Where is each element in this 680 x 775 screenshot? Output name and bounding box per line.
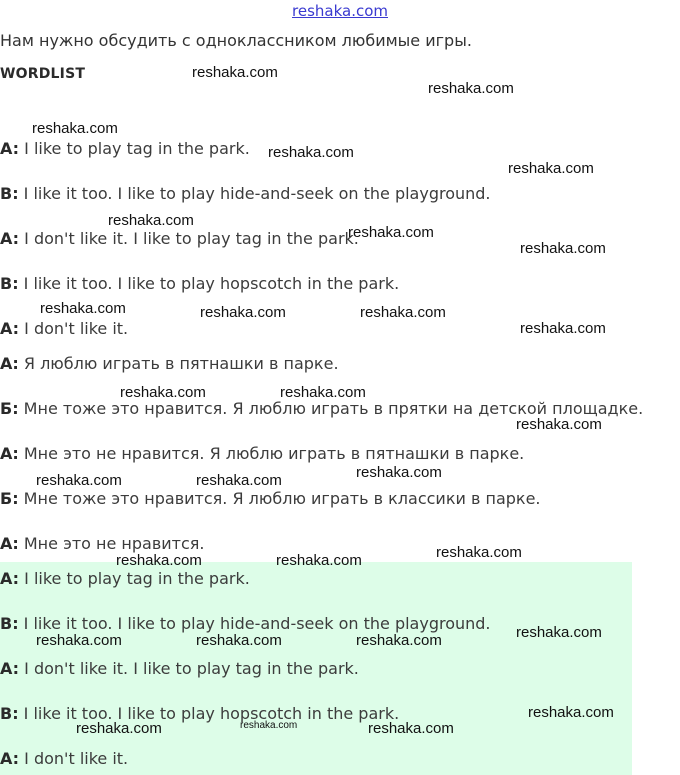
speaker-label: Б: — [0, 489, 19, 508]
dialog-line-ru — [0, 534, 205, 553]
watermark: reshaka.com — [192, 64, 278, 81]
watermark: reshaka.com — [436, 544, 522, 561]
watermark: reshaka.com — [356, 464, 442, 481]
speaker-label: А: — [0, 444, 19, 463]
speaker-label: B: — [0, 614, 19, 633]
watermark: reshaka.com — [508, 160, 594, 177]
line-text: I don't like it. I like to play tag in the park. — [19, 659, 359, 678]
watermark: reshaka.com — [428, 80, 514, 97]
speaker-label: A: — [0, 139, 20, 158]
watermark: reshaka.com — [368, 720, 454, 737]
line-text: I like it too. I like to play hide-and-seek on the playground. — [18, 614, 491, 633]
speaker-label: B: — [0, 704, 19, 723]
speaker-label: A: — [0, 229, 20, 248]
dialog-line — [0, 319, 128, 338]
line-text: I like to play tag in the park. — [19, 139, 250, 158]
line-text: Мне тоже это нравится. Я люблю играть в прятки на детской площадке. — [18, 399, 644, 418]
watermark: reshaka.com — [360, 304, 446, 321]
watermark: reshaka.com — [196, 632, 282, 649]
line-text: I like it too. I like to play hide-and-seek on the playground. — [18, 184, 491, 203]
line-text: Я люблю играть в пятнашки в парке. — [18, 354, 339, 373]
watermark: reshaka.com — [76, 720, 162, 737]
watermark: reshaka.com — [32, 120, 118, 137]
speaker-label: A: — [0, 749, 20, 768]
watermark: reshaka.com — [196, 472, 282, 489]
watermark: reshaka.com — [276, 552, 362, 569]
line-text: I like it too. I like to play hopscotch in the park. — [18, 274, 400, 293]
watermark: reshaka.com — [356, 632, 442, 649]
watermark: reshaka.com — [116, 552, 202, 569]
line-text: I like it too. I like to play hopscotch in the park. — [18, 704, 400, 723]
line-text: I don't like it. I like to play tag in the park. — [19, 229, 359, 248]
speaker-label: B: — [0, 184, 19, 203]
speaker-label: A: — [0, 569, 20, 588]
watermark: reshaka.com — [520, 320, 606, 337]
speaker-label: A: — [0, 659, 20, 678]
watermark: reshaka.com — [108, 212, 194, 229]
dialog-line-highlight — [0, 614, 491, 633]
dialog-line-highlight — [0, 569, 250, 588]
dialog-line — [0, 229, 359, 248]
watermark: reshaka.com — [240, 720, 298, 731]
watermark: reshaka.com — [280, 384, 366, 401]
site-header-link[interactable]: reshaka.com — [292, 2, 388, 20]
dialog-line — [0, 274, 399, 293]
watermark: reshaka.com — [36, 632, 122, 649]
dialog-line — [0, 184, 491, 203]
speaker-label: Б: — [0, 399, 19, 418]
watermark: reshaka.com — [348, 224, 434, 241]
watermark: reshaka.com — [516, 416, 602, 433]
dialog-line-highlight — [0, 704, 399, 723]
speaker-label: B: — [0, 274, 19, 293]
speaker-label: A: — [0, 319, 20, 338]
dialog-line — [0, 139, 250, 158]
dialog-line-highlight — [0, 659, 359, 678]
line-text: I don't like it. — [19, 319, 129, 338]
line-text: Мне это не нравится. — [18, 534, 205, 553]
dialog-line-highlight — [0, 749, 128, 768]
intro-text: Нам нужно обсудить с одноклассником любимые игры. — [0, 31, 472, 50]
watermark: reshaka.com — [516, 624, 602, 641]
line-text: Мне тоже это нравится. Я люблю играть в классики в парке. — [18, 489, 541, 508]
watermark: reshaka.com — [528, 704, 614, 721]
watermark: reshaka.com — [268, 144, 354, 161]
line-text: I like to play tag in the park. — [19, 569, 250, 588]
line-text: I don't like it. — [19, 749, 129, 768]
line-text: Мне это не нравится. Я люблю играть в пятнашки в парке. — [18, 444, 525, 463]
watermark: reshaka.com — [40, 300, 126, 317]
watermark: reshaka.com — [36, 472, 122, 489]
speaker-label: А: — [0, 354, 19, 373]
watermark: reshaka.com — [520, 240, 606, 257]
dialog-line-ru — [0, 354, 339, 373]
dialog-line-ru — [0, 444, 524, 463]
dialog-line-ru — [0, 489, 541, 508]
watermark: reshaka.com — [120, 384, 206, 401]
watermark: reshaka.com — [200, 304, 286, 321]
wordlist-heading: WORDLIST — [0, 66, 86, 82]
speaker-label: А: — [0, 534, 19, 553]
